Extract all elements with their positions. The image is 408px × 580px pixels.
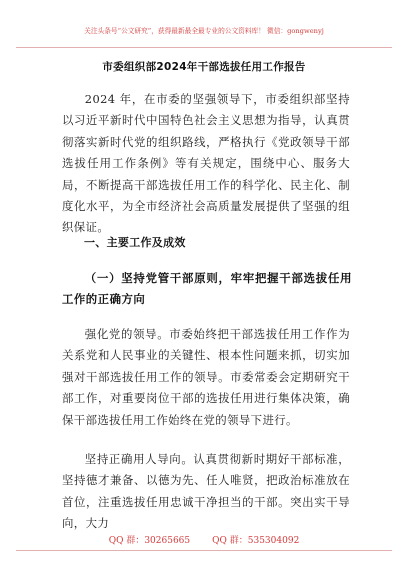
section-heading-main-work: 一、主要工作及成效 [84, 236, 186, 249]
promo-header [16, 9, 392, 48]
qq-group-1: QQ 群：30265665 [108, 536, 191, 546]
paragraph-strengthen-party-leadership: 强化党的领导。市委始终把干部选拔任用工作作为关系党和人民事业的关键性、根本性问题来抓，切实加强对干部选拔任用工作的领导。市委常委会定期研究干部工作，对重要岗位干部的选拔任用进行集体决策，确保干部选拔任用工作始终在党的领导下进行。 [62, 327, 350, 427]
footer-divider [16, 550, 392, 551]
document-title: 市委组织部2024年干部选拔任用工作报告 [102, 61, 306, 73]
footer-contact [0, 534, 408, 548]
subsection-heading-party-management: （一）坚持党管干部原则，牢牢把握干部选拔任用工作的正确方向 [62, 271, 352, 307]
qq-group-2: QQ 群：535304092 [212, 536, 300, 546]
paragraph-employment-orientation: 坚持正确用人导向。认真贯彻新时期好干部标准，坚持德才兼备、以德为先、任人唯贤，把政治标准放在首位，注重选拔任用忠诚干净担当的干部。突出实干导向，大力 [62, 452, 350, 531]
intro-paragraph: 2024 年，在市委的坚强领导下，市委组织部坚持以习近平新时代中国特色社会主义思想为指导，认真贯彻落实新时代党的组织路线，严格执行《党政领导干部选拔任用工作条例》等有关规定，围绕中心、服务大局，不断提高干部选拔任用工作的科学化、民主化、制度化水平，为全市经济社会高质量发展提供了坚强的组织保证。 [62, 92, 350, 235]
promo-banner-text: 关注头条号“公文研究”，获得最新最全最专业的公文资料库！ 微信：gongwenyj [84, 27, 324, 35]
